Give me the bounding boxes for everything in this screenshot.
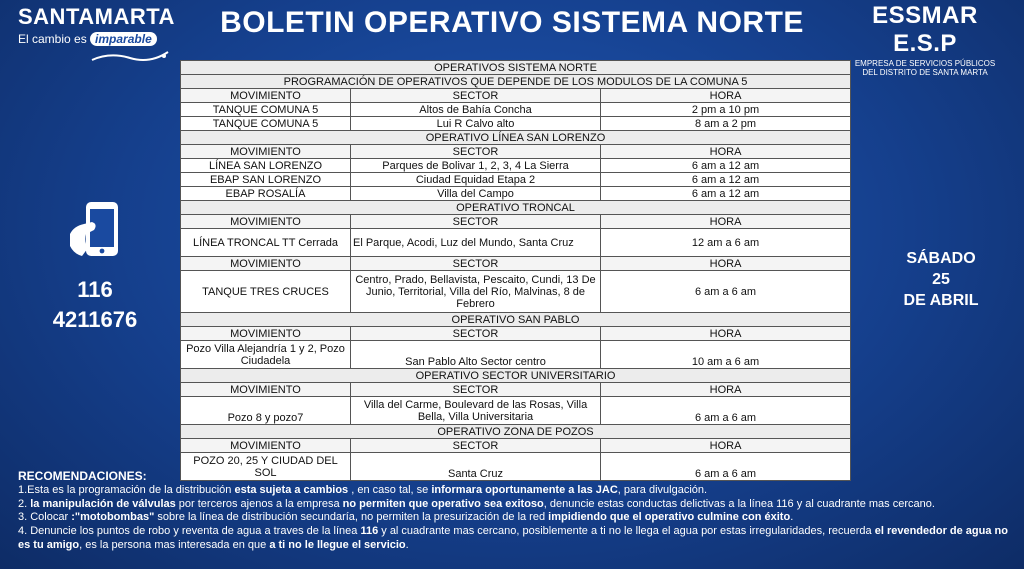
cell-movimiento: TANQUE COMUNA 5 — [181, 103, 351, 117]
cell-hora: 2 pm a 10 pm — [601, 103, 851, 117]
header-sector: SECTOR — [351, 145, 601, 159]
cell-hora: 6 am a 12 am — [601, 173, 851, 187]
cell-hora: 10 am a 6 am — [601, 341, 851, 369]
recommendations-title: RECOMENDACIONES: — [18, 469, 147, 483]
cell-movimiento: TANQUE COMUNA 5 — [181, 117, 351, 131]
header-movimiento: MOVIMIENTO — [181, 439, 351, 453]
reco-bold: no permiten que operativo sea exitoso — [342, 497, 544, 510]
header-hora: HORA — [601, 383, 851, 397]
cell-hora: 6 am a 6 am — [601, 397, 851, 425]
logo-right-title: ESSMAR E.S.P — [872, 2, 978, 57]
table-title: OPERATIVOS SISTEMA NORTE — [181, 61, 851, 75]
section-title: OPERATIVO TRONCAL — [181, 201, 851, 215]
header-hora: HORA — [601, 215, 851, 229]
phone-icon — [60, 200, 130, 262]
reco-text: 1.Esta es la programación de la distribución — [18, 483, 235, 496]
header-movimiento: MOVIMIENTO — [181, 89, 351, 103]
header-movimiento: MOVIMIENTO — [181, 215, 351, 229]
reco-text: . — [790, 511, 794, 524]
cell-hora: 8 am a 2 pm — [601, 117, 851, 131]
header-sector: SECTOR — [351, 383, 601, 397]
section-title: OPERATIVO SECTOR UNIVERSITARIO — [181, 369, 851, 383]
header-hora: HORA — [601, 439, 851, 453]
table-row — [181, 103, 851, 117]
cell-hora: 6 am a 6 am — [601, 453, 851, 481]
page-title: BOLETIN OPERATIVO SISTEMA NORTE — [220, 6, 804, 39]
recommendation-3 — [18, 511, 1008, 525]
header-movimiento: MOVIMIENTO — [181, 145, 351, 159]
date-block — [900, 248, 982, 311]
reco-text: , es la persona mas interesada en que — [79, 538, 270, 551]
cell-sector: Centro, Prado, Bellavista, Pescaito, Cundi, 13 De Junio, Territorial, Villa del Río, Malvinas, 8 de Febrero — [351, 271, 601, 313]
table-header-row — [181, 89, 851, 103]
table-header-row — [181, 215, 851, 229]
header-movimiento: MOVIMIENTO — [181, 257, 351, 271]
header-movimiento: MOVIMIENTO — [181, 383, 351, 397]
header-sector: SECTOR — [351, 257, 601, 271]
table-header-row — [181, 257, 851, 271]
cell-movimiento: EBAP SAN LORENZO — [181, 173, 351, 187]
cell-sector: Altos de Bahía Concha — [351, 103, 601, 117]
table-row — [181, 187, 851, 201]
recommendation-1 — [18, 484, 1008, 498]
reco-bold: 116 — [360, 525, 379, 538]
reco-text: , denuncie estas conductas delictivas a la línea 116 y al cuadrante mas cercano. — [543, 497, 935, 510]
reco-text: 2. — [18, 497, 31, 510]
table-header-row — [181, 439, 851, 453]
reco-text: , para divulgación. — [617, 483, 708, 496]
table-row — [181, 159, 851, 173]
cell-sector: San Pablo Alto Sector centro — [351, 341, 601, 369]
cell-movimiento: EBAP ROSALÍA — [181, 187, 351, 201]
cell-movimiento: Pozo Villa Alejandría 1 y 2, Pozo Ciudadela — [181, 341, 351, 369]
header-sector: SECTOR — [351, 327, 601, 341]
reco-text: 3. Colocar — [18, 511, 72, 524]
cell-movimiento: POZO 20, 25 Y CIUDAD DEL SOL — [181, 453, 351, 481]
cell-sector: Villa del Carme, Boulevard de las Rosas, Villa Bella, Villa Universitaria — [351, 397, 601, 425]
recommendation-4 — [18, 525, 1008, 553]
date-month: DE ABRIL — [903, 292, 979, 309]
recommendation-2 — [18, 498, 1008, 512]
contact-phone-number: 4211676 — [52, 307, 138, 332]
cell-movimiento: Pozo 8 y pozo7 — [181, 397, 351, 425]
logo-left-title: SANTAMARTA — [18, 4, 175, 29]
section-title: PROGRAMACIÓN DE OPERATIVOS QUE DEPENDE DE LOS MODULOS DE LA COMUNA 5 — [181, 75, 851, 89]
reco-bold: esta sujeta a cambios — [234, 483, 349, 496]
cell-movimiento: LÍNEA SAN LORENZO — [181, 159, 351, 173]
logo-left-slogan-text: El cambio es — [18, 32, 87, 46]
essmar-logo — [850, 2, 1000, 77]
cell-hora: 6 am a 12 am — [601, 159, 851, 173]
table-row — [181, 173, 851, 187]
header-hora: HORA — [601, 327, 851, 341]
table-header-row — [181, 145, 851, 159]
contact-block — [50, 200, 140, 333]
logo-right-subtitle: EMPRESA DE SERVICIOS PÚBLICOS — [854, 59, 996, 68]
logo-left-slogan-pill: imparable — [90, 32, 157, 46]
date-number: 25 — [932, 271, 950, 288]
cell-movimiento: TANQUE TRES CRUCES — [181, 271, 351, 313]
cell-sector: Santa Cruz — [351, 453, 601, 481]
section-title: OPERATIVO LÍNEA SAN LORENZO — [181, 131, 851, 145]
header-sector: SECTOR — [351, 215, 601, 229]
table-header-row — [181, 327, 851, 341]
cell-sector: Parques de Bolivar 1, 2, 3, 4 La Sierra — [351, 159, 601, 173]
wave-icon — [90, 48, 170, 64]
cell-hora: 6 am a 12 am — [601, 187, 851, 201]
logo-right-subtitle-2: DEL DISTRITO DE SANTA MARTA — [862, 68, 988, 77]
header-hora: HORA — [601, 257, 851, 271]
header-hora: HORA — [601, 145, 851, 159]
table-row — [181, 397, 851, 425]
reco-bold: informara oportunamente a las JAC — [431, 483, 618, 496]
cell-hora: 6 am a 6 am — [601, 271, 851, 313]
table-row — [181, 229, 851, 257]
reco-text: y al cuadrante mas cercano, posiblemente a ti no le llega el agua por estas irregularidades, recuerda — [378, 525, 875, 538]
reco-bold: a ti no le llegue el servicio — [269, 538, 406, 551]
reco-bold: el revendedor de agua no es tu amigo — [18, 525, 1008, 551]
header-sector: SECTOR — [351, 439, 601, 453]
operations-table — [180, 60, 851, 481]
header-hora: HORA — [601, 89, 851, 103]
reco-text: por terceros ajenos a la empresa — [175, 497, 343, 510]
recommendations — [18, 470, 1008, 553]
cell-hora: 12 am a 6 am — [601, 229, 851, 257]
table-row — [181, 271, 851, 313]
reco-text: . — [405, 538, 409, 551]
table-header-row — [181, 383, 851, 397]
header-movimiento: MOVIMIENTO — [181, 327, 351, 341]
cell-sector: Lui R Calvo alto — [351, 117, 601, 131]
reco-bold: impidiendo que el operativo culmine con éxito — [548, 511, 791, 524]
reco-text: , en caso tal, se — [348, 483, 432, 496]
cell-sector: Villa del Campo — [351, 187, 601, 201]
reco-text: sobre la línea de distribución secundaría, no permiten la presurización de la red — [154, 511, 549, 524]
cell-sector: El Parque, Acodi, Luz del Mundo, Santa Cruz — [351, 229, 601, 257]
cell-movimiento: LÍNEA TRONCAL TT Cerrada — [181, 229, 351, 257]
header-sector: SECTOR — [351, 89, 601, 103]
section-title: OPERATIVO ZONA DE POZOS — [181, 425, 851, 439]
date-day: SÁBADO — [906, 250, 976, 267]
cell-sector: Ciudad Equidad Etapa 2 — [351, 173, 601, 187]
contact-line-116: 116 — [77, 277, 113, 302]
reco-bold: :"motobombas" — [71, 511, 155, 524]
table-row — [181, 341, 851, 369]
table-row — [181, 117, 851, 131]
reco-bold: la manipulación de válvulas — [30, 497, 176, 510]
reco-text: 4. Denuncie los puntos de robo y reventa de agua a traves de la línea — [18, 525, 361, 538]
section-title: OPERATIVO SAN PABLO — [181, 313, 851, 327]
